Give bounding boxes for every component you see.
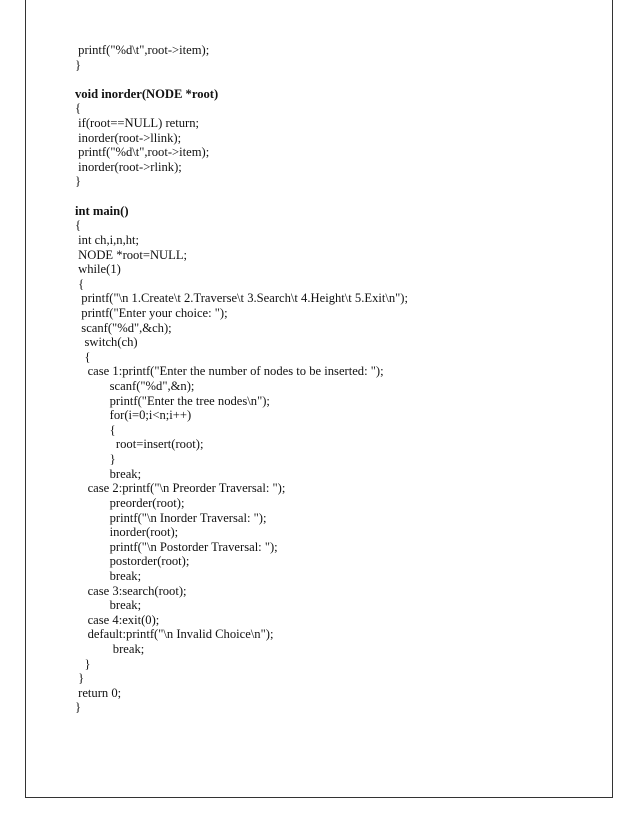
code-line: { — [75, 422, 116, 437]
code-line: { — [75, 349, 91, 364]
code-line: case 2:printf("\n Preorder Traversal: "); — [75, 481, 286, 496]
code-line: preorder(root); — [75, 495, 185, 510]
code-line: inorder(root->llink); — [75, 130, 182, 145]
code-line: break; — [75, 641, 145, 656]
code-line: { — [75, 276, 85, 291]
code-line: } — [75, 57, 82, 72]
code-line — [75, 189, 408, 204]
code-line: printf("\n Postorder Traversal: "); — [75, 539, 278, 554]
code-line: printf("\n Inorder Traversal: "); — [75, 510, 267, 525]
code-line: printf("Enter the tree nodes\n"); — [75, 393, 270, 408]
code-line: } — [75, 671, 85, 686]
code-line: for(i=0;i<n;i++) — [75, 408, 192, 423]
code-line: printf("\n 1.Create\t 2.Traverse\t 3.Search\t 4.Height\t 5.Exit\n"); — [75, 291, 408, 306]
code-line: if(root==NULL) return; — [75, 116, 200, 131]
code-line: break; — [75, 598, 142, 613]
code-line: scanf("%d",&ch); — [75, 320, 172, 335]
code-line: case 4:exit(0); — [75, 612, 160, 627]
code-listing — [75, 43, 408, 715]
code-line: } — [75, 174, 82, 189]
code-line: while(1) — [75, 262, 121, 277]
code-line: int main() — [75, 203, 129, 218]
code-line: root=insert(root); — [75, 437, 204, 452]
code-line: int ch,i,n,ht; — [75, 232, 140, 247]
code-line: } — [75, 656, 91, 671]
code-line: { — [75, 218, 82, 233]
code-line — [75, 72, 408, 87]
code-line: NODE *root=NULL; — [75, 247, 188, 262]
code-line: inorder(root->rlink); — [75, 159, 182, 174]
code-line: } — [75, 452, 116, 467]
code-line: void inorder(NODE *root) — [75, 86, 219, 101]
code-line: printf("%d\t",root->item); — [75, 145, 210, 160]
code-line: case 1:printf("Enter the number of nodes to be inserted: "); — [75, 364, 384, 379]
code-line: default:printf("\n Invalid Choice\n"); — [75, 627, 274, 642]
code-line: case 3:search(root); — [75, 583, 187, 598]
code-line: break; — [75, 568, 142, 583]
code-line: switch(ch) — [75, 335, 138, 350]
code-line: postorder(root); — [75, 554, 190, 569]
code-line: inorder(root); — [75, 525, 179, 540]
code-line: printf("Enter your choice: "); — [75, 305, 228, 320]
code-line: { — [75, 101, 82, 116]
code-line: break; — [75, 466, 142, 481]
code-line: scanf("%d",&n); — [75, 379, 195, 394]
code-line: return 0; — [75, 685, 122, 700]
code-line: } — [75, 700, 82, 715]
code-line: printf("%d\t",root->item); — [75, 43, 210, 57]
